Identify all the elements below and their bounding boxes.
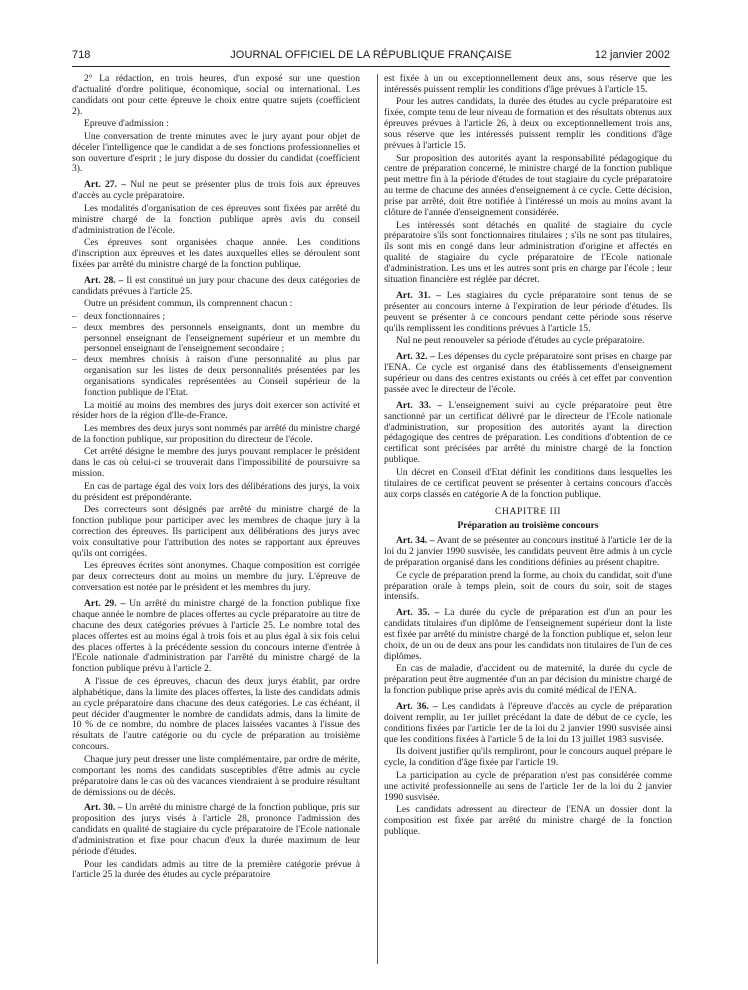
article-label: Art. 36. – — [396, 701, 438, 713]
paragraph: Chaque jury peut dresser une liste complémentaire, par ordre de mérite, comportant les noms des candidats susceptibles d'être admis au cycle préparatoire dans le cas où des vacances viendraient à se produire résultant de démissions ou de décès. — [72, 753, 360, 798]
right-column — [384, 74, 672, 839]
paragraph: Les membres des deux jurys sont nommés par arrêté du ministre chargé de la fonction publique, sur proposition du directeur de l'école. — [72, 422, 360, 445]
article-label: Art. 29. – — [84, 597, 126, 609]
paragraph: Pour les candidats admis au titre de la première catégorie prévue à l'article 25 la durée des études au cycle préparatoire — [72, 858, 360, 881]
page-header — [72, 49, 670, 67]
article-label: Art. 32. – — [396, 351, 436, 363]
paragraph: Cet arrêté désigne le membre des jurys pouvant remplacer le président dans le cas où celui-ci se trouverait dans l'impossibilité de poursuivre sa mission. — [72, 446, 360, 480]
paragraph: Sur proposition des autorités ayant la responsabilité pédagogique du centre de préparation concerné, le ministre chargé de la fonction publique peut mettre fin à la période d'études de tout stagiaire du cycle préparatoire au terme de chacune des années d'enseignement à ce cycle. Cette décision, prise par arrêté, doit être notifiée à l'intéressé un mois au moins avant la clôture de l'année d'enseignement considérée. — [384, 152, 672, 219]
article-text: Un arrêté du ministre chargé de la fonction publique, pris sur proposition des jurys visés à l'article 28, prononce l'admission des candidats en qualité de stagiaire du cycle préparatoire de l'Ecole nationale d'administration et fixe pour chacun d'eux la durée maximum de leur période d'études. — [72, 802, 360, 858]
article-label: Art. 33. – — [396, 399, 443, 411]
paragraph: est fixée à un ou exceptionnellement deux ans, sous réserve que les intéressés puissent remplir les conditions d'âge prévues à l'article 15. — [384, 73, 672, 95]
article-29 — [72, 599, 360, 675]
article-label: Art. 35. – — [396, 607, 440, 619]
article-label: Art. 30. – — [84, 802, 123, 814]
paragraph: 2° La rédaction, en trois heures, d'un exposé sur une question d'actualité d'ordre politique, économique, social ou international. Les candidats ont pour cette épreuve le choix entre quatre sujets (coefficient 2). — [72, 73, 360, 117]
article-28 — [72, 276, 360, 298]
article-text: Nul ne peut se présenter plus de trois fois aux épreuves d'accès au cycle préparatoire. — [72, 179, 360, 202]
article-label: Art. 28. – — [84, 274, 124, 286]
article-label: Art. 27. – — [84, 179, 127, 191]
article-34 — [384, 536, 672, 569]
article-label: Art. 31. – — [396, 290, 441, 301]
article-33 — [384, 401, 672, 466]
paragraph: En cas de maladie, d'accident ou de maternité, la durée du cycle de préparation peut être augmentée d'un an par décision du ministre chargé de la fonction publique prise après avis du comité médical de l'ENA. — [384, 663, 672, 697]
paragraph: Les modalités d'organisation de ces épreuves sont fixées par arrêté du ministre chargé de la fonction publique après avis du conseil d'administration de l'école. — [72, 202, 360, 236]
chapter-heading: CHAPITRE III — [494, 505, 562, 517]
article-27 — [72, 180, 360, 202]
chapter-title: Préparation au troisième concours — [457, 520, 599, 532]
publication-date: 12 janvier 2002 — [594, 49, 670, 61]
paragraph: Ces épreuves sont organisées chaque année. Les conditions d'inscription aux épreuves et les dates auxquelles elles se déroulent sont fixées par arrêté du ministre chargé de la fonction publique. — [72, 237, 360, 270]
article-text: Avant de se présenter au concours institué à l'article 1er de la loi du 2 janvier 1990 susvisée, les candidats peuvent être admis à un cycle de préparation organisé dans les conditions définies au présent chapitre. — [384, 535, 672, 569]
article-31 — [384, 291, 672, 335]
paragraph: Les intéressés sont détachés en qualité de stagiaire du cycle préparatoire s'ils sont fonctionnaires titulaires ; s'ils ne sont pas titulaires, ils sont mis en congé dans leur administration d'origine et affectés en qualité de stagiaire du cycle préparatoire de l'Ecole nationale d'administration. Les uns et les autres sont pris en charge par l'école ; leur situation financière est réglée par décret. — [384, 219, 672, 286]
header-rule — [72, 66, 670, 67]
paragraph: Ce cycle de préparation prend la forme, au choix du candidat, soit d'une préparation orale à temps plein, soit de cours du soir, soit de stages intensifs. — [384, 569, 672, 603]
paragraph: Outre un président commun, ils comprennent chacun : — [84, 298, 293, 310]
article-text: Les stagiaires du cycle préparatoire sont tenus de se présenter au concours interne à l'expiration de leur période d'études. Ils peuvent se présenter à ce concours pendant cette période sous réserve qu'ils remplissent les conditions prévues à l'article 15. — [384, 290, 672, 334]
paragraph: A l'issue de ces épreuves, chacun des deux jurys établit, par ordre alphabétique, dans la limite des places offertes, la liste des candidats admis au cycle préparatoire dans chacune des deux catégories. Le cas échéant, il peut décider d'augmenter le nombre de candidats admis, dans la limite de 10 % de ce nombre, du nombre de places laissées vacantes à l'issue des résultats de l'autre catégorie ou du cycle de préparation au troisième concours. — [72, 675, 360, 753]
list-item: – deux membres choisis à raison d'une personnalité au plus par organisation sur les listes de deux personnalités présentées par les organisations syndicales représentées au Conseil supérieur de la fonction publique de l'Etat. — [72, 355, 360, 399]
article-30 — [72, 803, 360, 858]
article-text: L'enseignement suivi au cycle préparatoire peut être sanctionné par un certificat délivré par le directeur de l'Ecole nationale d'administration, sur proposition des autorités ayant la direction pédagogique des centres de préparation. Les conditions d'obtention de ce certificat sont précisées par arrêté du ministre chargé de la fonction publique. — [384, 399, 672, 466]
article-text: Il est constitué un jury pour chacune des deux catégories de candidats prévues à l'article 25. — [72, 274, 360, 297]
article-text: Les dépenses du cycle préparatoire sont prises en charge par l'ENA. Ce cycle est organisé dans des établissements d'enseignement supérieur ou dans des centres existants ou créés à cet effet par convention passée avec le directeur de l'école. — [384, 351, 672, 395]
paragraph: En cas de partage égal des voix lors des délibérations des jurys, la voix du président est prépondérante. — [72, 480, 360, 503]
article-text: Les candidats à l'épreuve d'accès au cycle de préparation doivent remplir, au 1er juillet précédant la date de début de ce cycle, les conditions fixées par l'article 1er de la loi du 2 janvier 1990 susvisée ainsi que les conditions fixées à l'article 5 de la loi du 13 juillet 1983 susvisée. — [384, 701, 672, 745]
article-32 — [384, 352, 672, 396]
paragraph: Des correcteurs sont désignés par arrêté du ministre chargé de la fonction publique pour participer avec les membres de chaque jury à la correction des épreuves. Ils participent aux délibérations des jurys avec voix consultative pour l'attribution des notes se rapportant aux épreuves qu'ils ont corrigées. — [72, 504, 360, 559]
column-divider — [377, 74, 378, 964]
article-text: La durée du cycle de préparation est d'un an pour les candidats titulaires d'un diplôme de l'enseignement supérieur dont la liste est fixée par arrêté du ministre chargé de la fonction publique et, selon leur choix, de un ou de deux ans pour les candidats non titulaires de l'un de ces diplômes. — [384, 607, 673, 662]
paragraph: Une conversation de trente minutes avec le jury ayant pour objet de déceler l'intelligence que le candidat a de ses fonctions professionnelles et son ouverture d'esprit ; le jury dispose du dossier du candidat (coefficient 3). — [72, 130, 360, 175]
paragraph: Ils doivent justifier qu'ils rempliront, pour le concours auquel prépare le cycle, la condition d'âge fixée par l'article 19. — [384, 746, 672, 769]
article-36 — [384, 702, 672, 746]
paragraph: Nul ne peut renouveler sa période d'études au cycle préparatoire. — [396, 335, 645, 347]
article-35 — [384, 608, 672, 663]
list-item: – deux membres des personnels enseignants, dont un membre du personnel enseignant de l'enseignement supérieur et un membre du personnel enseignant de l'enseignement secondaire ; — [72, 323, 360, 356]
list-item: – deux fonctionnaires ; — [72, 312, 360, 323]
paragraph: La moitié au moins des membres des jurys doit exercer son activité et résider hors de la région d'Ile-de-France. — [72, 399, 360, 422]
page-number: 718 — [72, 49, 91, 61]
jury-composition-list — [72, 312, 360, 399]
article-label: Art. 34. – — [396, 535, 435, 547]
paragraph: Les candidats adressent au directeur de l'ENA un dossier dont la composition est fixée par arrêté du ministre chargé de la fonction publique. — [384, 804, 672, 837]
paragraph: La participation au cycle de préparation n'est pas considérée comme une activité professionnelle au sens de l'article 1er de la loi du 2 janvier 1990 susvisée. — [384, 769, 672, 803]
paragraph: Un décret en Conseil d'Etat définit les conditions dans lesquelles les titulaires de ce certificat peuvent se présenter à certains concours d'accès aux corps classés en catégorie A de la fonction publique. — [384, 466, 672, 500]
left-column — [72, 74, 360, 883]
paragraph: Les épreuves écrites sont anonymes. Chaque composition est corrigée par deux correcteurs dont au moins un membre du jury. L'épreuve de conversation est notée par le président et les membres du jury. — [72, 560, 360, 593]
article-text: Un arrêté du ministre chargé de la fonction publique fixe chaque année le nombre de places offertes au cycle préparatoire au titre de chacune des deux catégories prévues à l'article 25. Le nombre total des places offertes est au moins égal à trois fois et au plus égal à six fois celui des places offertes à la précédente session du concours interne d'entrée à l'Ecole nationale d'administration par l'arrêté du ministre chargé de la fonction publique prévu à l'article 2. — [72, 597, 361, 675]
paragraph: Epreuve d'admission : — [84, 118, 169, 130]
paragraph: Pour les autres candidats, la durée des études au cycle préparatoire est fixée, compte tenu de leur niveau de formation et des résultats obtenus aux épreuves prévues à l'article 26, à deux ou exceptionnellement trois ans, sous réserve que les intéressés puissent remplir les conditions d'âge prévues à l'article 15. — [384, 96, 672, 152]
journal-title: JOURNAL OFFICIEL DE LA RÉPUBLIQUE FRANÇAISE — [230, 49, 512, 61]
